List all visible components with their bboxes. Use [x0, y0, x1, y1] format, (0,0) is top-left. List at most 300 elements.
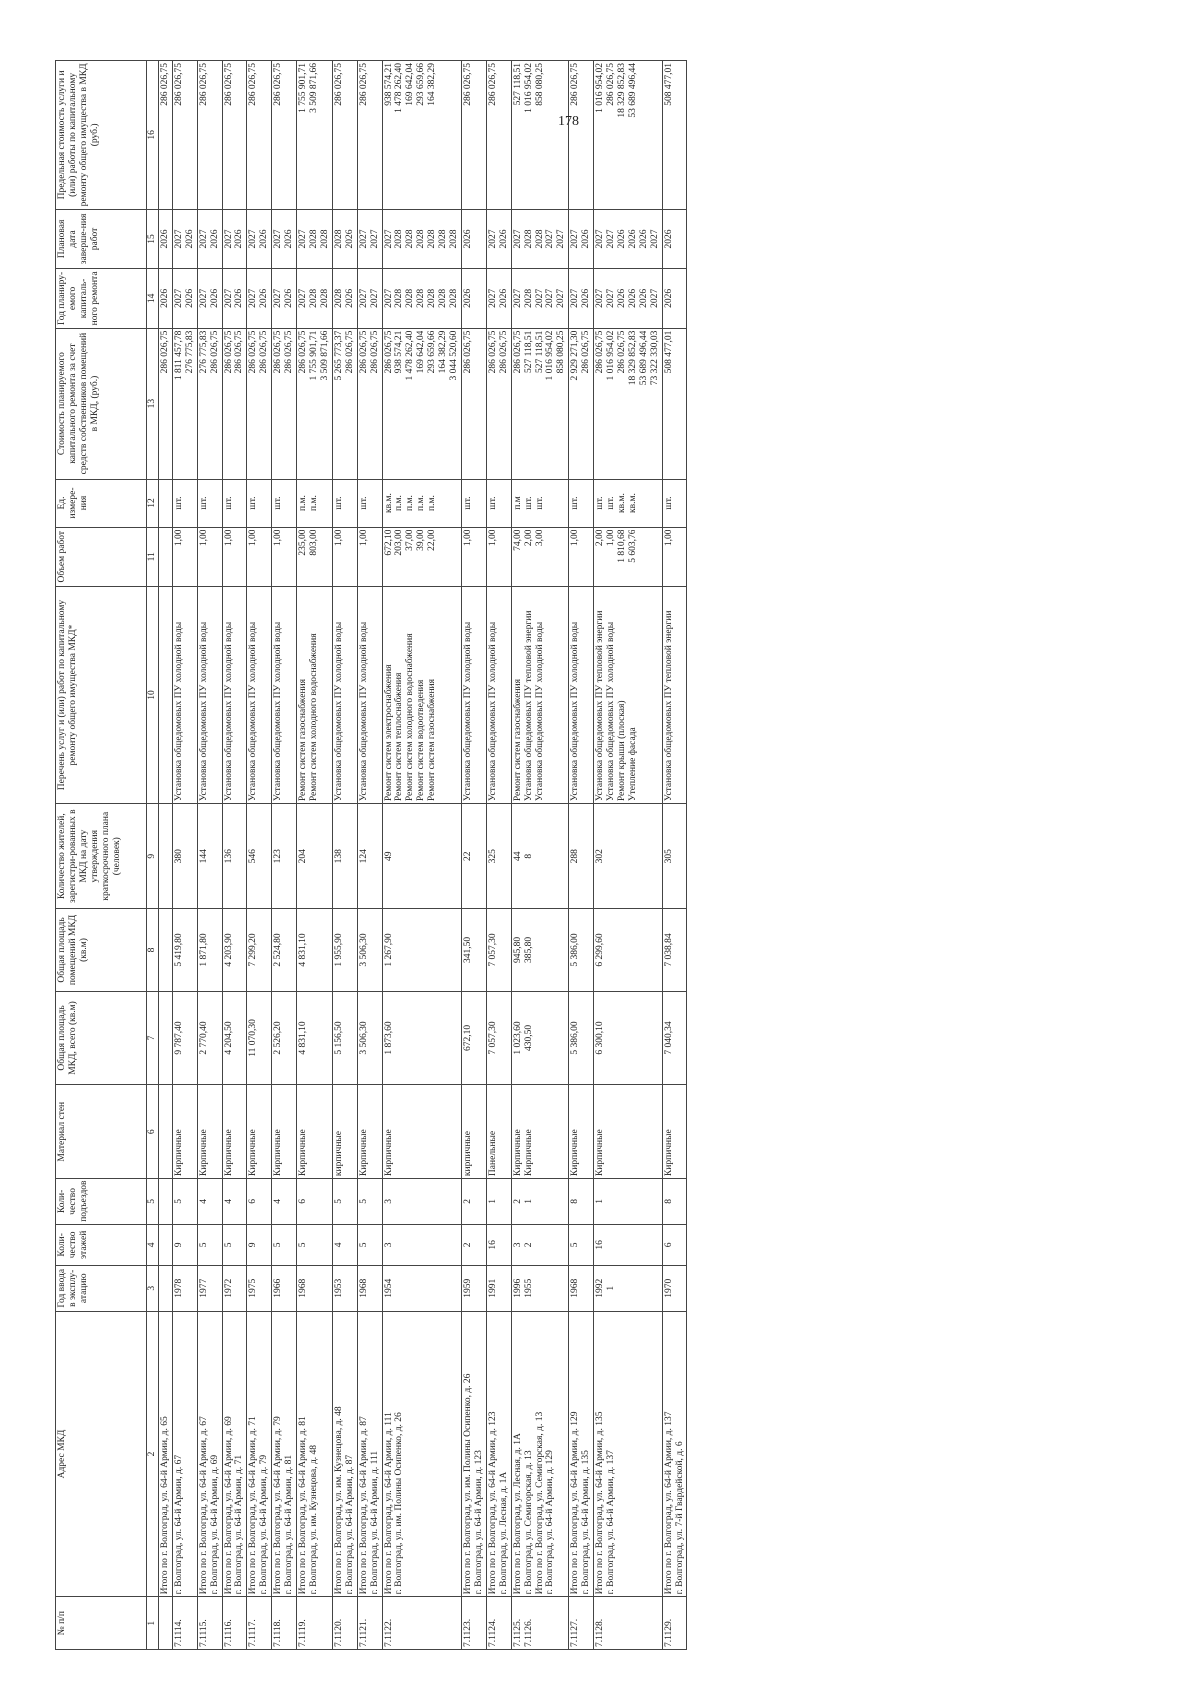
cell-col-4 — [197, 1224, 222, 1265]
cell-line: Установка общедомовых ПУ холодной воды — [248, 621, 259, 802]
cell-line: Установка общедомовых ПУ тепловой энергии — [595, 610, 606, 802]
cell-line: Ремонт систем водоотведения — [416, 679, 427, 802]
cell-line: г. Волгоград, ул. 64-й Армии, д. 123 — [473, 1450, 484, 1595]
cell-col-6 — [382, 1085, 461, 1179]
cell-col-2 — [662, 1311, 687, 1597]
cell-line: Итого по г. Волгоград, ул. 64-й Армии, д. 87 — [358, 1416, 369, 1595]
cell-col-7 — [382, 991, 461, 1085]
cell-line: 527 118,51 — [534, 330, 545, 374]
cell-line: 7.1114. — [173, 1619, 184, 1647]
cell-line: Установка общедомовых ПУ холодной воды — [606, 621, 617, 802]
cell-line: г. Волгоград, ул. 64-й Армии, д. 129 — [545, 1450, 556, 1595]
cell-line: 2026 — [627, 288, 638, 308]
table-row — [172, 61, 197, 1650]
cell-col-12 — [594, 479, 663, 527]
cell-col-5 — [382, 1179, 461, 1225]
cell-line: 5 — [333, 1199, 344, 1204]
cell-line: 1 873,60 — [383, 1021, 394, 1055]
cell-line: 1 478 262,40 — [405, 330, 416, 381]
cell-line: 203,00 — [394, 529, 405, 556]
cell-col-7 — [172, 991, 197, 1085]
cell-line: 2027 — [369, 229, 380, 249]
cell-line: 1 — [523, 1199, 534, 1204]
cell-line: 1992 — [595, 1278, 606, 1298]
cell-line: г. Волгоград, ул. Лесная, д. 1А — [498, 1471, 509, 1595]
cell-line: 5 603,76 — [627, 529, 638, 563]
cell-line: 2026 — [259, 229, 270, 249]
cell-line: Ремонт крыши (плоская) — [616, 700, 627, 802]
cell-line: 5 — [298, 1242, 309, 1248]
cell-line: 136 — [223, 849, 234, 864]
cell-line: 508 477,01 — [663, 63, 674, 106]
cell-line: 2026 — [209, 288, 220, 308]
cell-line: 286 026,75 — [595, 330, 606, 374]
cell-line: Кирпичные — [223, 1129, 234, 1177]
cell-line: 2026 — [284, 229, 295, 249]
cell-line: 2027 — [248, 288, 259, 308]
cell-line: 7.1126. — [523, 1618, 534, 1647]
cell-col-14 — [158, 269, 172, 328]
cell-col-6 — [332, 1085, 357, 1179]
cell-col-16 — [332, 61, 357, 210]
cell-col-5 — [272, 1179, 297, 1225]
cell-col-1 — [511, 1597, 569, 1650]
cell-col-9 — [486, 804, 511, 909]
cell-line: 508 477,01 — [663, 330, 674, 374]
cell-line: 2027 — [173, 288, 184, 308]
cell-col-7 — [222, 991, 247, 1085]
cell-line: 1 267,90 — [383, 933, 394, 967]
cell-col-7 — [486, 991, 511, 1085]
cell-line: 4 — [273, 1199, 284, 1204]
cell-col-4 — [511, 1224, 569, 1265]
cell-col-1 — [461, 1597, 486, 1650]
cell-col-9 — [569, 804, 594, 909]
cell-col-9 — [172, 804, 197, 909]
cell-line: 2028 — [319, 229, 330, 249]
cell-col-13 — [594, 328, 663, 479]
cell-line: 2027 — [198, 288, 209, 308]
cell-col-6 — [272, 1085, 297, 1179]
cell-line: кирпичные — [333, 1130, 344, 1177]
cell-line: шт. — [595, 496, 606, 510]
cell-line: 2027 — [358, 288, 369, 308]
cell-col-4 — [247, 1224, 272, 1265]
cell-line: 938 574,21 — [394, 330, 405, 374]
cell-col-16 — [486, 61, 511, 210]
cell-col-8 — [569, 909, 594, 991]
cell-col-5 — [172, 1179, 197, 1225]
cell-line: 2027 — [512, 229, 523, 249]
cell-line: 5 419,80 — [173, 933, 184, 967]
cell-col-7 — [569, 991, 594, 1085]
cell-col-14 — [511, 269, 569, 328]
cell-line: 2028 — [438, 229, 449, 249]
cell-line: 164 382,29 — [438, 330, 449, 374]
cell-col-8 — [357, 909, 382, 991]
cell-line: 2 — [512, 1199, 523, 1204]
cell-col-3 — [197, 1265, 222, 1311]
cell-col-14 — [461, 269, 486, 328]
cell-line: г. Волгоград, ул. 64-й Армии, д. 135 — [581, 1450, 592, 1595]
cell-col-7 — [272, 991, 297, 1085]
cell-line: г. Волгоград, ул. 64-й Армии, д. 69 — [209, 1454, 220, 1595]
cell-col-2 — [297, 1311, 333, 1597]
cell-line: Итого по г. Волгоград, ул. Лесная, д. 1А — [512, 1433, 523, 1595]
cell-col-3 — [357, 1265, 382, 1311]
cell-line: 7 299,20 — [248, 933, 259, 967]
cell-col-15 — [382, 209, 461, 268]
cell-line: 2026 — [638, 229, 649, 249]
cell-col-10 — [382, 586, 461, 803]
cell-col-12 — [382, 479, 461, 527]
cell-line: 1968 — [570, 1278, 581, 1298]
cell-col-8 — [486, 909, 511, 991]
cell-line: шт. — [198, 496, 209, 510]
cell-line: Ремонт систем газоснабжения — [512, 679, 523, 802]
cell-line: Итого по г. Волгоград, ул. 64-й Армии, д. 137 — [663, 1411, 674, 1595]
cell-line: 7.1120. — [333, 1618, 344, 1647]
cell-line: 7.1119. — [298, 1619, 309, 1647]
table-row — [247, 61, 272, 1650]
cell-col-6 — [511, 1085, 569, 1179]
cell-col-15 — [197, 209, 222, 268]
table-row — [332, 61, 357, 1650]
cell-line: 1953 — [333, 1278, 344, 1298]
cell-col-7 — [332, 991, 357, 1085]
cell-col-14 — [272, 269, 297, 328]
cell-line: 2027 — [556, 288, 567, 308]
cell-line: 8 — [523, 853, 534, 859]
cell-col-8 — [197, 909, 222, 991]
cell-line: 7.1123. — [462, 1618, 473, 1647]
cell-col-8 — [247, 909, 272, 991]
cell-col-4 — [332, 1224, 357, 1265]
cell-col-8 — [594, 909, 663, 991]
cell-line: 286 026,75 — [248, 330, 259, 374]
cell-line: 2027 — [570, 229, 581, 249]
cell-col-2 — [272, 1311, 297, 1597]
column-header-8: Общая площадь помещений МКД (кв.м) — [56, 909, 147, 991]
cell-line: 1,00 — [358, 529, 369, 547]
cell-col-1 — [172, 1597, 197, 1650]
cell-col-9 — [297, 804, 333, 909]
cell-col-9 — [357, 804, 382, 909]
cell-col-14 — [222, 269, 247, 328]
cell-line: Итого по г. Волгоград, ул. 64-й Армии, д. 129 — [570, 1411, 581, 1595]
cell-col-1 — [662, 1597, 687, 1650]
cell-line: 2026 — [581, 229, 592, 249]
cell-line: 286 026,75 — [581, 330, 592, 374]
cell-line: 7.1117. — [248, 1619, 259, 1647]
cell-col-12 — [461, 479, 486, 527]
cell-line: 2026 — [616, 229, 627, 249]
cell-line: 3 044 520,60 — [449, 330, 460, 381]
cell-line: Ремонт систем электроснабжения — [383, 664, 394, 802]
cell-col-2 — [461, 1311, 486, 1597]
cell-col-12 — [222, 479, 247, 527]
cell-line: 2026 — [159, 288, 170, 308]
cell-line: 2027 — [298, 288, 309, 308]
cell-col-1 — [594, 1597, 663, 1650]
table-row — [158, 61, 172, 1650]
cell-line: кв.м. — [627, 493, 638, 513]
cell-col-2 — [486, 1311, 511, 1597]
table-row — [594, 61, 663, 1650]
column-header-1: № п/п — [56, 1597, 147, 1650]
cell-line: 2027 — [556, 229, 567, 249]
cell-col-7 — [197, 991, 222, 1085]
cell-col-6 — [172, 1085, 197, 1179]
cell-col-3 — [297, 1265, 333, 1311]
cell-line: 4 — [198, 1199, 209, 1204]
table-row — [511, 61, 569, 1650]
column-header-13: Стоимость планируемого капитального ремонта за счет средств собственников помещений в МКД, (руб.) — [56, 328, 147, 479]
cell-col-4 — [461, 1224, 486, 1265]
cell-line: 2026 — [209, 229, 220, 249]
cell-col-11 — [569, 527, 594, 586]
column-number: 12 — [147, 479, 159, 527]
cell-line: 2027 — [223, 288, 234, 308]
cell-line: 1 — [606, 1285, 617, 1291]
cell-line: 4 831,10 — [298, 1021, 309, 1055]
cell-col-15 — [172, 209, 197, 268]
cell-line: Итого по г. Волгоград, ул. им. Полины Осипенко, д. 26 — [462, 1373, 473, 1595]
cell-line: 1 755 901,71 — [308, 330, 319, 381]
cell-col-4 — [662, 1224, 687, 1265]
cell-line: 1,00 — [173, 529, 184, 547]
cell-line: 945,80 — [512, 936, 523, 964]
cell-col-8 — [272, 909, 297, 991]
cell-col-4 — [382, 1224, 461, 1265]
cell-line: 2026 — [159, 229, 170, 249]
cell-line: 380 — [173, 849, 184, 864]
cell-col-12 — [297, 479, 333, 527]
cell-line: шт. — [248, 496, 259, 510]
cell-line: 7.1128. — [595, 1618, 606, 1647]
cell-col-16 — [461, 61, 486, 210]
cell-col-15 — [357, 209, 382, 268]
cell-line: 2027 — [369, 288, 380, 308]
cell-line: 286 026,75 — [173, 63, 184, 106]
cell-col-1 — [158, 1597, 172, 1650]
cell-line: 672,10 — [462, 1024, 473, 1052]
cell-line: Кирпичные — [383, 1129, 394, 1177]
cell-line: 938 574,21 — [383, 63, 394, 106]
cell-col-4 — [569, 1224, 594, 1265]
cell-line: 1,00 — [462, 529, 473, 547]
cell-line: Ремонт систем газоснабжения — [298, 679, 309, 802]
cell-line: 1 811 457,78 — [173, 330, 184, 381]
cell-line: 858 080,25 — [556, 330, 567, 374]
cell-line: 858 080,25 — [534, 63, 545, 106]
cell-line: 2027 — [383, 229, 394, 249]
cell-col-1 — [272, 1597, 297, 1650]
cell-col-9 — [222, 804, 247, 909]
cell-line: 7.1121. — [358, 1618, 369, 1647]
cell-col-8 — [662, 909, 687, 991]
cell-line: 7.1127. — [570, 1618, 581, 1647]
cell-line: 1954 — [383, 1278, 394, 1298]
cell-col-13 — [382, 328, 461, 479]
cell-col-7 — [594, 991, 663, 1085]
cell-line: Кирпичные — [523, 1129, 534, 1177]
cell-col-16 — [297, 61, 333, 210]
column-number: 9 — [147, 804, 159, 909]
cell-col-7 — [297, 991, 333, 1085]
cell-line: 2027 — [606, 288, 617, 308]
cell-line: г. Волгоград, ул. 64-й Армии, д. 71 — [234, 1454, 245, 1595]
cell-col-10 — [594, 586, 663, 803]
cell-col-12 — [357, 479, 382, 527]
cell-line: 286 026,75 — [259, 330, 270, 374]
column-header-16: Предельная стоимость услуги и (или) работы по капитальному ремонту общего имущества в МКД (руб.) — [56, 61, 147, 210]
cell-line: Итого по г. Волгоград, ул. 64-й Армии, д. 123 — [487, 1411, 498, 1595]
cell-col-10 — [332, 586, 357, 803]
cell-col-12 — [247, 479, 272, 527]
cell-line: 1 023,60 — [512, 1021, 523, 1055]
cell-line: 2028 — [308, 288, 319, 308]
cell-line: 2028 — [333, 229, 344, 249]
cell-line: 4 — [223, 1199, 234, 1204]
cell-line: 2027 — [487, 288, 498, 308]
cell-line: 1 955,90 — [333, 933, 344, 967]
cell-line: 276 775,83 — [184, 330, 195, 374]
cell-line: кирпичные — [462, 1130, 473, 1177]
column-number: 4 — [147, 1224, 159, 1265]
cell-line: шт. — [534, 496, 545, 510]
cell-line: г. Волгоград, ул. 7-й Гвардейской, д. 6 — [674, 1441, 685, 1595]
cell-col-2 — [222, 1311, 247, 1597]
cell-line: 2 929 271,30 — [570, 330, 581, 381]
cell-col-10 — [357, 586, 382, 803]
cell-line: 2,00 — [523, 529, 534, 547]
cell-col-6 — [297, 1085, 333, 1179]
cell-col-9 — [662, 804, 687, 909]
cell-line: 286 026,75 — [284, 330, 295, 374]
cell-line: 2026 — [638, 288, 649, 308]
cell-line: 286 026,75 — [223, 330, 234, 374]
cell-line: 6 — [248, 1199, 259, 1204]
cell-line: 2027 — [545, 229, 556, 249]
cell-line: 2028 — [416, 288, 427, 308]
cell-col-12 — [158, 479, 172, 527]
cell-line: 11 070,30 — [248, 1019, 259, 1057]
cell-col-11 — [511, 527, 569, 586]
cell-line: 2027 — [358, 229, 369, 249]
cell-col-7 — [247, 991, 272, 1085]
cell-line: 6 299,60 — [595, 933, 606, 967]
cell-line: 286 026,75 — [383, 330, 394, 374]
cell-line: 2028 — [449, 229, 460, 249]
cell-col-11 — [158, 527, 172, 586]
cell-line: 2027 — [383, 288, 394, 308]
cell-col-12 — [172, 479, 197, 527]
cell-line: 2027 — [223, 229, 234, 249]
cell-line: 169 642,04 — [416, 330, 427, 374]
cell-col-13 — [486, 328, 511, 479]
cell-line: 2026 — [234, 288, 245, 308]
cell-line: 293 659,66 — [416, 63, 427, 106]
cell-col-5 — [461, 1179, 486, 1225]
cell-col-4 — [594, 1224, 663, 1265]
cell-line: Установка общедомовых ПУ холодной воды — [570, 621, 581, 802]
column-number: 14 — [147, 269, 159, 328]
cell-line: 286 026,75 — [358, 330, 369, 374]
cell-line: 5 265 773,37 — [333, 330, 344, 381]
cell-line: шт. — [358, 496, 369, 510]
header-row — [56, 61, 147, 1650]
cell-col-9 — [197, 804, 222, 909]
table-row — [382, 61, 461, 1650]
cell-col-15 — [594, 209, 663, 268]
cell-line: п.м. — [298, 495, 309, 511]
cell-line: 2026 — [663, 229, 674, 249]
cell-line: Итого по г. Волгоград, ул. 64-й Армии, д. 69 — [223, 1416, 234, 1595]
cell-line: 2028 — [394, 288, 405, 308]
cell-line: 1955 — [523, 1278, 534, 1298]
cell-line: 2027 — [487, 229, 498, 249]
table-row — [222, 61, 247, 1650]
cell-line: шт. — [487, 496, 498, 510]
column-number: 1 — [147, 1597, 159, 1650]
cell-line: Кирпичные — [512, 1129, 523, 1177]
cell-col-2 — [511, 1311, 569, 1597]
cell-col-1 — [247, 1597, 272, 1650]
cell-line: Итого по г. Волгоград, ул. 64-й Армии, д. 71 — [248, 1416, 259, 1595]
cell-line: 286 026,75 — [369, 330, 380, 374]
cell-line: г. Волгоград, ул. 64-й Армии, д. 81 — [284, 1454, 295, 1595]
cell-col-5 — [569, 1179, 594, 1225]
cell-col-11 — [172, 527, 197, 586]
cell-line: 9 — [248, 1242, 259, 1248]
cell-line: 7.1124. — [487, 1618, 498, 1647]
cell-line: 7.1125. — [512, 1618, 523, 1647]
cell-col-16 — [247, 61, 272, 210]
cell-line: шт. — [173, 496, 184, 510]
table-row — [461, 61, 486, 1650]
cell-line: шт. — [570, 496, 581, 510]
cell-line: Кирпичные — [663, 1129, 674, 1177]
column-header-12: Ед. измере-ния — [56, 479, 147, 527]
cell-line: Итого по г. Волгоград, ул. 64-й Армии, д. 79 — [273, 1416, 284, 1595]
cell-line: 8 — [570, 1199, 581, 1204]
cell-line: 2027 — [248, 229, 259, 249]
cell-line: 2028 — [416, 229, 427, 249]
cell-col-14 — [382, 269, 461, 328]
cell-line: 286 026,75 — [273, 63, 284, 106]
column-number: 8 — [147, 909, 159, 991]
table-row — [197, 61, 222, 1650]
cell-line: 1,00 — [333, 529, 344, 547]
cell-line: Установка общедомовых ПУ холодной воды — [198, 621, 209, 802]
cell-col-15 — [297, 209, 333, 268]
cell-line: г. Волгоград, ул. 64-й Армии, д. 79 — [259, 1454, 270, 1595]
cell-line: 286 026,75 — [487, 330, 498, 374]
cell-col-9 — [272, 804, 297, 909]
cell-line: п.м — [512, 496, 523, 510]
cell-col-13 — [357, 328, 382, 479]
cell-line: 5 156,50 — [333, 1021, 344, 1055]
cell-line: 1,00 — [487, 529, 498, 547]
cell-line: 2028 — [319, 288, 330, 308]
cell-line: 1 016 954,02 — [606, 330, 617, 381]
cell-col-10 — [569, 586, 594, 803]
cell-col-2 — [569, 1311, 594, 1597]
cell-col-4 — [297, 1224, 333, 1265]
cell-col-1 — [357, 1597, 382, 1650]
cell-line: 385,80 — [523, 936, 534, 964]
